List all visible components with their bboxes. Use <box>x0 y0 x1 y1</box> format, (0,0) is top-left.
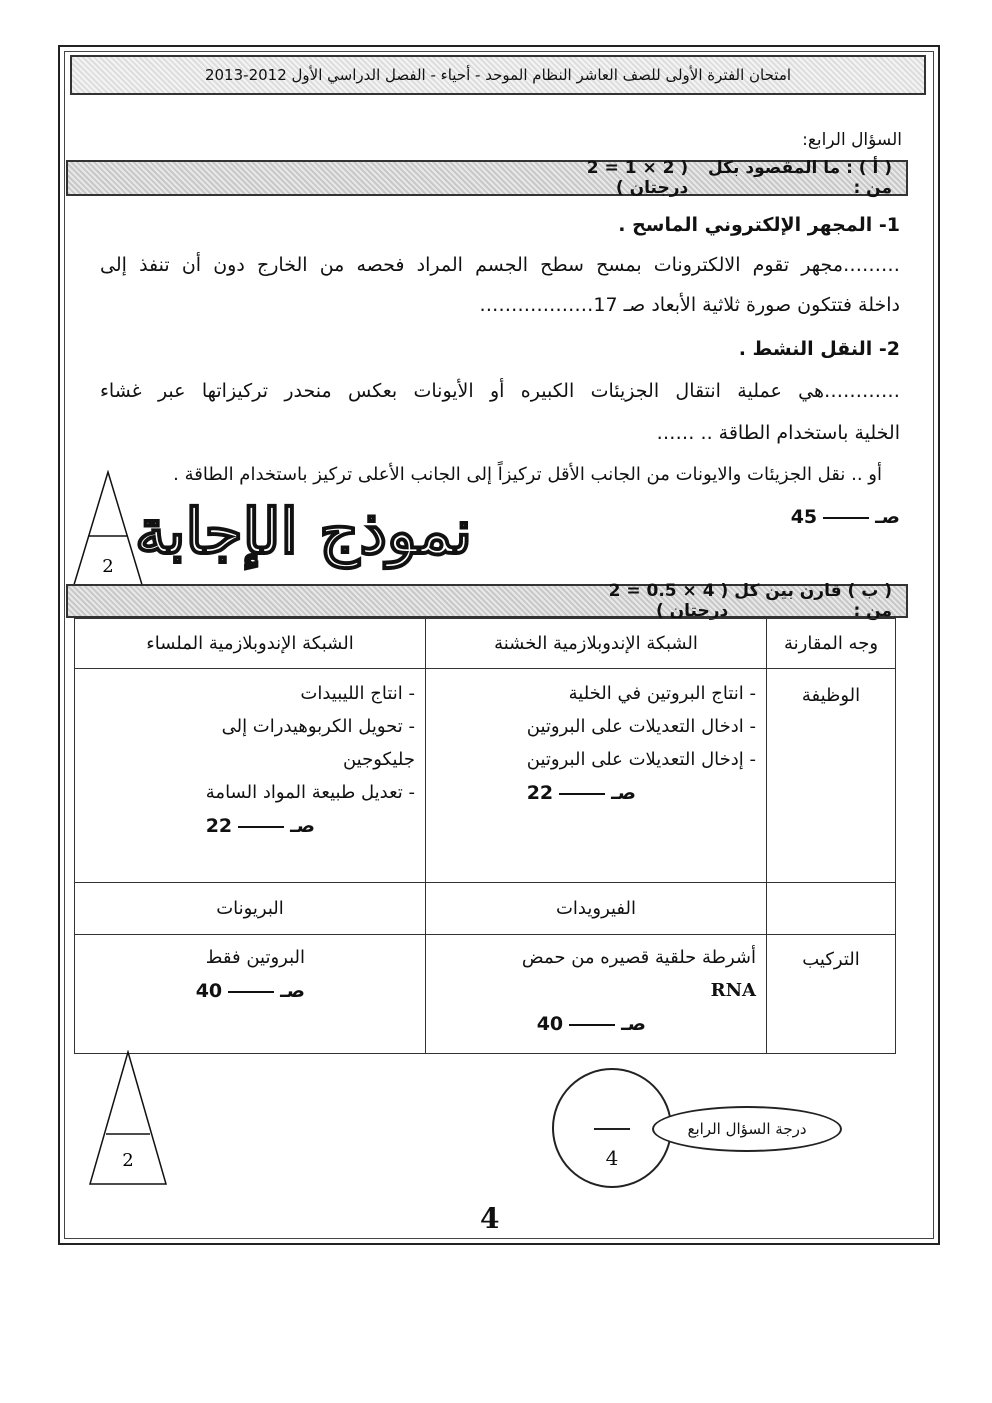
score-triangle-bottom-value: 2 <box>122 1150 134 1171</box>
question-title: السؤال الرابع: <box>802 130 902 150</box>
item-2-def-alt: أو .. نقل الجزيئات والايونات من الجانب الأقل تركيزاً إلى الجانب الأعلى تركيز باستخدام الطاقة . <box>173 464 882 485</box>
viroid-text-2: RNA <box>710 980 756 1001</box>
prion-ref: صـ40 <box>195 980 305 1002</box>
rough-er-functions <box>426 669 767 883</box>
prion-text: البروتين فقط <box>205 947 305 968</box>
part-a-label: ( أ ) : ما المقصود بكل من : <box>707 158 892 198</box>
header-rough-er: الشبكة الإندوبلازمية الخشنة <box>426 619 767 669</box>
list-item: - ادخال التعديلات على البروتين <box>526 716 756 737</box>
smooth-er-ref: صـ22 <box>205 815 315 837</box>
list-item: - تحويل الكربوهيدرات إلى <box>221 716 415 737</box>
subheader-viroids: الفيرويدات <box>426 883 767 935</box>
rough-er-ref: صـ22 <box>526 782 636 804</box>
table-row-function <box>75 669 896 883</box>
table-header-row <box>75 619 896 669</box>
part-b-band <box>66 581 908 621</box>
aspect-structure: التركيب <box>767 935 896 1054</box>
part-a-band <box>66 160 908 196</box>
page-number: 4 <box>480 1202 500 1235</box>
list-item: - تعديل طبيعة المواد السامة <box>205 782 415 803</box>
answer-key-watermark: نموذج الإجابة <box>135 495 473 568</box>
list-item: جليكوجين <box>342 749 415 770</box>
smooth-er-functions <box>75 669 426 883</box>
item-2-def-line1: …………هي عملية انتقال الجزيئات الكبيره أو الأيونات بعكس منحدر تركيزاتها عبر غشاء <box>100 380 900 402</box>
aspect-function: الوظيفة <box>767 669 896 883</box>
page-ref-a: صـ45 <box>790 506 900 528</box>
list-item: - إدخال التعديلات على البروتين <box>526 749 756 770</box>
comparison-table <box>74 618 896 1054</box>
table-subheader-row <box>75 883 896 935</box>
question-total-label: درجة السؤال الرابع <box>652 1106 842 1152</box>
item-1-def-line1: ………مجهر تقوم الالكترونات بمسح سطح الجسم المراد فحصه من الخارج دون أن تنفذ إلى <box>100 254 900 276</box>
exam-title: امتحان الفترة الأولى للصف العاشر النظام الموحد - أحياء - الفصل الدراسي الأول 2012-2013 <box>204 66 792 84</box>
item-1-term: 1- المجهر الإلكتروني الماسح . <box>618 214 900 236</box>
item-2-def-line2: الخلية باستخدام الطاقة .. …… <box>656 422 900 444</box>
list-item: - انتاج الليبيدات <box>300 683 415 704</box>
question-total-score: 4 <box>605 1146 619 1170</box>
score-triangle-top <box>68 470 148 600</box>
exam-header <box>70 55 926 95</box>
table-row-structure <box>75 935 896 1054</box>
viroid-text-1: أشرطة حلقية قصيره من حمض <box>521 947 756 968</box>
part-b-marks: ( 4 × 0.5 = 2 درجتان ) <box>608 581 729 621</box>
part-a-marks: ( 2 × 1 = 2 درجتان ) <box>586 158 689 198</box>
score-triangle-bottom <box>88 1050 168 1186</box>
header-smooth-er: الشبكة الإندوبلازمية الملساء <box>75 619 426 669</box>
item-1-def-line2: داخلة فتتكون صورة ثلاثية الأبعاد صـ 17……………… <box>479 294 900 316</box>
score-triangle-top-value: 2 <box>102 556 114 577</box>
list-item: - انتاج البروتين في الخلية <box>568 683 756 704</box>
viroid-structure <box>426 935 767 1054</box>
prion-structure <box>75 935 426 1054</box>
viroid-ref: صـ40 <box>536 1013 646 1035</box>
part-b-label: ( ب ) قارن بين كل من : <box>734 581 892 621</box>
item-2-term: 2- النقل النشط . <box>738 338 900 360</box>
header-aspect: وجه المقارنة <box>767 619 896 669</box>
subheader-prions: البريونات <box>75 883 426 935</box>
